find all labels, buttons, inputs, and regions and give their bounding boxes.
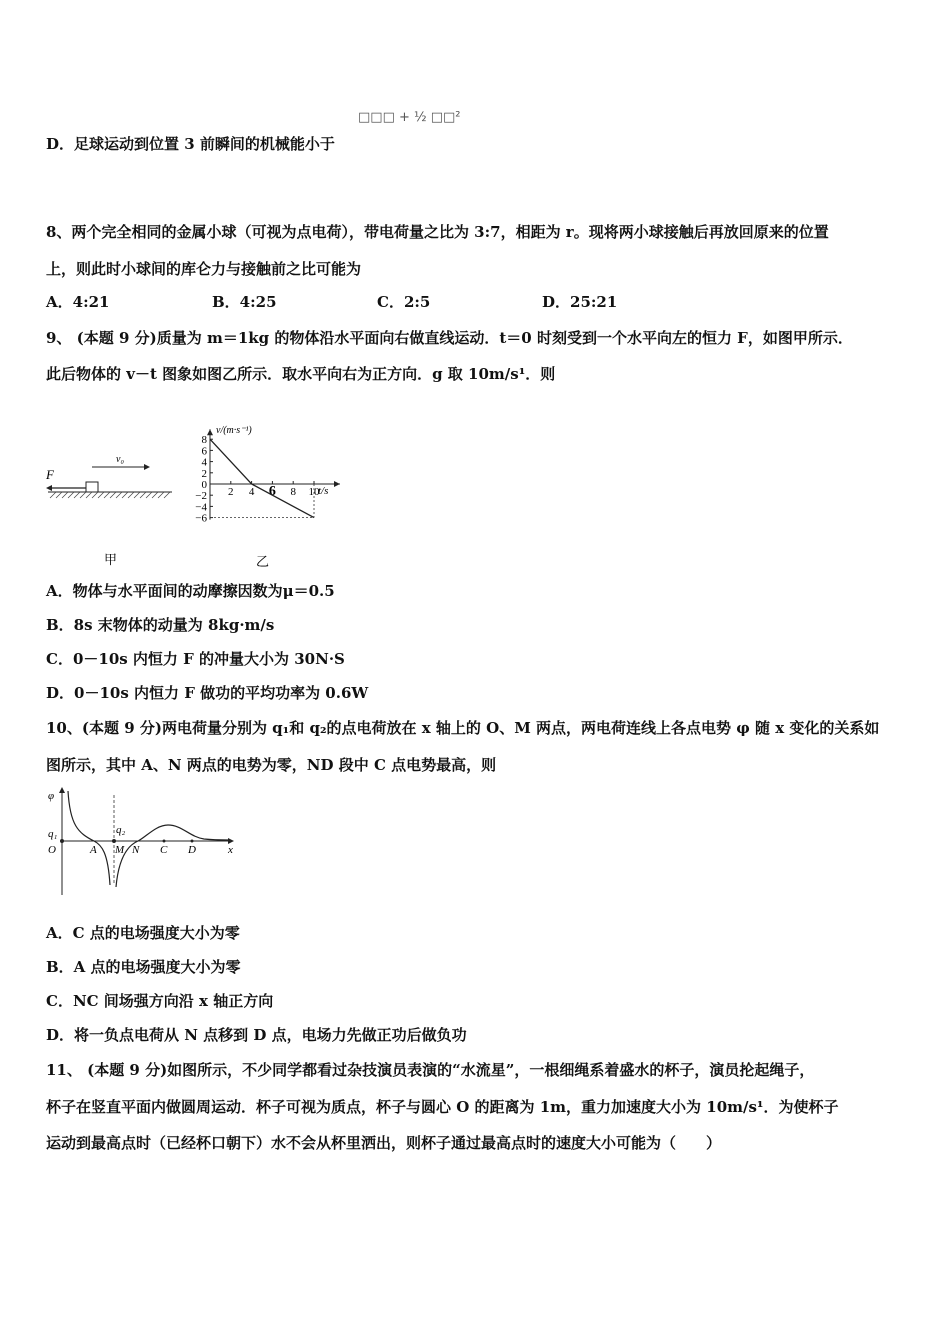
v0-arrowhead: [144, 464, 150, 470]
caption-yi: 乙: [256, 554, 270, 569]
y-tick-label: −4: [195, 501, 207, 514]
q10-option-a: A．C 点的电场强度大小为零: [46, 924, 240, 942]
q1-label: q₁: [48, 828, 58, 840]
q9-figure-jia: [44, 450, 179, 570]
q9-stem-line2: 此后物体的 v－t 图象如图乙所示．取水平向右为正方向．g 取 10m/s¹．则: [46, 365, 556, 383]
x-axis-label: t/s: [318, 485, 329, 497]
series-line: [210, 439, 314, 517]
caption-jia: 甲: [104, 552, 118, 567]
y-tick-label: 4: [201, 456, 207, 469]
q11-stem-line1: 11、 (本题 9 分)如图所示，不少同学都看过杂技演员表演的“水流星”，一根细绳系着盛水的杯子，演员抡起绳子，: [46, 1061, 815, 1079]
q8-option-a: A．4:21: [46, 293, 110, 311]
y-tick-label: 2: [201, 467, 207, 480]
q2-label: q₂: [116, 824, 126, 836]
x-tick-label: 8: [290, 486, 296, 498]
c-label: C: [160, 844, 168, 856]
x-axis-arrow: [334, 481, 340, 487]
ground-hatching: [50, 492, 170, 498]
point-o: [60, 839, 64, 843]
phi-axis-arrow: [59, 787, 65, 793]
q8-option-d: D．25:21: [542, 293, 618, 311]
q10-stem-line1: 10、(本题 9 分)两电荷量分别为 q₁和 q₂的点电荷放在 x 轴上的 O、M 两点，两电荷连线上各点电势 φ 随 x 变化的关系如: [46, 719, 880, 737]
q8-stem-line2: 上，则此时小球间的库仑力与接触前之比可能为: [46, 260, 362, 278]
q9-option-c: C．0－10s 内恒力 F 的冲量大小为 30N·S: [46, 650, 345, 668]
y-tick-label: −6: [195, 512, 207, 525]
q10-option-c: C．NC 间场强方向沿 x 轴正方向: [46, 992, 274, 1010]
block: [86, 482, 98, 492]
y-tick-label: −2: [195, 490, 207, 503]
q7-formula: □□□ + ½ □□²: [358, 110, 461, 125]
q9-option-d: D．0－10s 内恒力 F 做功的平均功率为 0.6W: [46, 684, 369, 702]
force-arrowhead: [46, 485, 52, 491]
d-label: D: [188, 844, 196, 856]
q11-stem-line2: 杯子在竖直平面内做圆周运动．杯子可视为质点，杯子与圆心 O 的距离为 1m，重力加速度大小为 10m/s¹．为使杯子: [46, 1098, 839, 1116]
x-tick-label: 6: [268, 484, 276, 499]
q7-option-d: D．足球运动到位置 3 前瞬间的机械能小于: [46, 135, 335, 153]
q10-stem-line2: 图所示，其中 A、N 两点的电势为零，ND 段中 C 点电势最高，则: [46, 756, 497, 774]
q11-stem-line3: 运动到最高点时（已经杯口朝下）水不会从杯里洒出，则杯子通过最高点时的速度大小可能为（ ）: [46, 1134, 722, 1152]
q10-potential-graph: [44, 785, 244, 900]
x-label: x: [228, 844, 233, 856]
q8-option-b: B．4:25: [212, 293, 277, 311]
y-axis-arrow: [207, 429, 213, 435]
q10-option-b: B．A 点的电场强度大小为零: [46, 958, 241, 976]
force-label: F: [46, 467, 54, 482]
phi-label: φ: [48, 790, 55, 802]
point-c: [163, 840, 166, 843]
point-m: [112, 839, 116, 843]
a-label: A: [90, 844, 97, 856]
q8-option-c: C．2:5: [377, 293, 431, 311]
n-label: N: [132, 844, 140, 856]
o-label: O: [48, 844, 56, 856]
y-axis-label: v/(m·s⁻¹): [216, 425, 252, 437]
q9-option-a: A．物体与水平面间的动摩擦因数为μ＝0.5: [46, 582, 335, 600]
q8-stem-line1: 8、两个完全相同的金属小球（可视为点电荷），带电荷量之比为 3:7，相距为 r。现将两小球接触后再放回原来的位置: [46, 223, 829, 241]
q9-option-b: B．8s 末物体的动量为 8kg·m/s: [46, 616, 275, 634]
y-tick-label: 6: [201, 445, 207, 458]
x-tick-label: 4: [248, 486, 255, 498]
y-tick-label: 0: [201, 479, 207, 491]
potential-curve: [68, 791, 228, 887]
q9-vt-chart: [190, 392, 350, 572]
q9-stem-line1: 9、 (本题 9 分)质量为 m＝1kg 的物体沿水平面向右做直线运动．t＝0 时刻受到一个水平向左的恒力 F，如图甲所示．: [46, 329, 853, 347]
x-tick-label: 2: [228, 486, 234, 498]
q10-option-d: D．将一负点电荷从 N 点移到 D 点，电场力先做正功后做负功: [46, 1026, 467, 1044]
x-tick-label: 10: [308, 486, 320, 498]
y-tick-label: 8: [201, 434, 207, 447]
m-label: M: [115, 844, 125, 856]
point-d: [191, 840, 194, 843]
v0-label: v₀: [116, 454, 124, 465]
